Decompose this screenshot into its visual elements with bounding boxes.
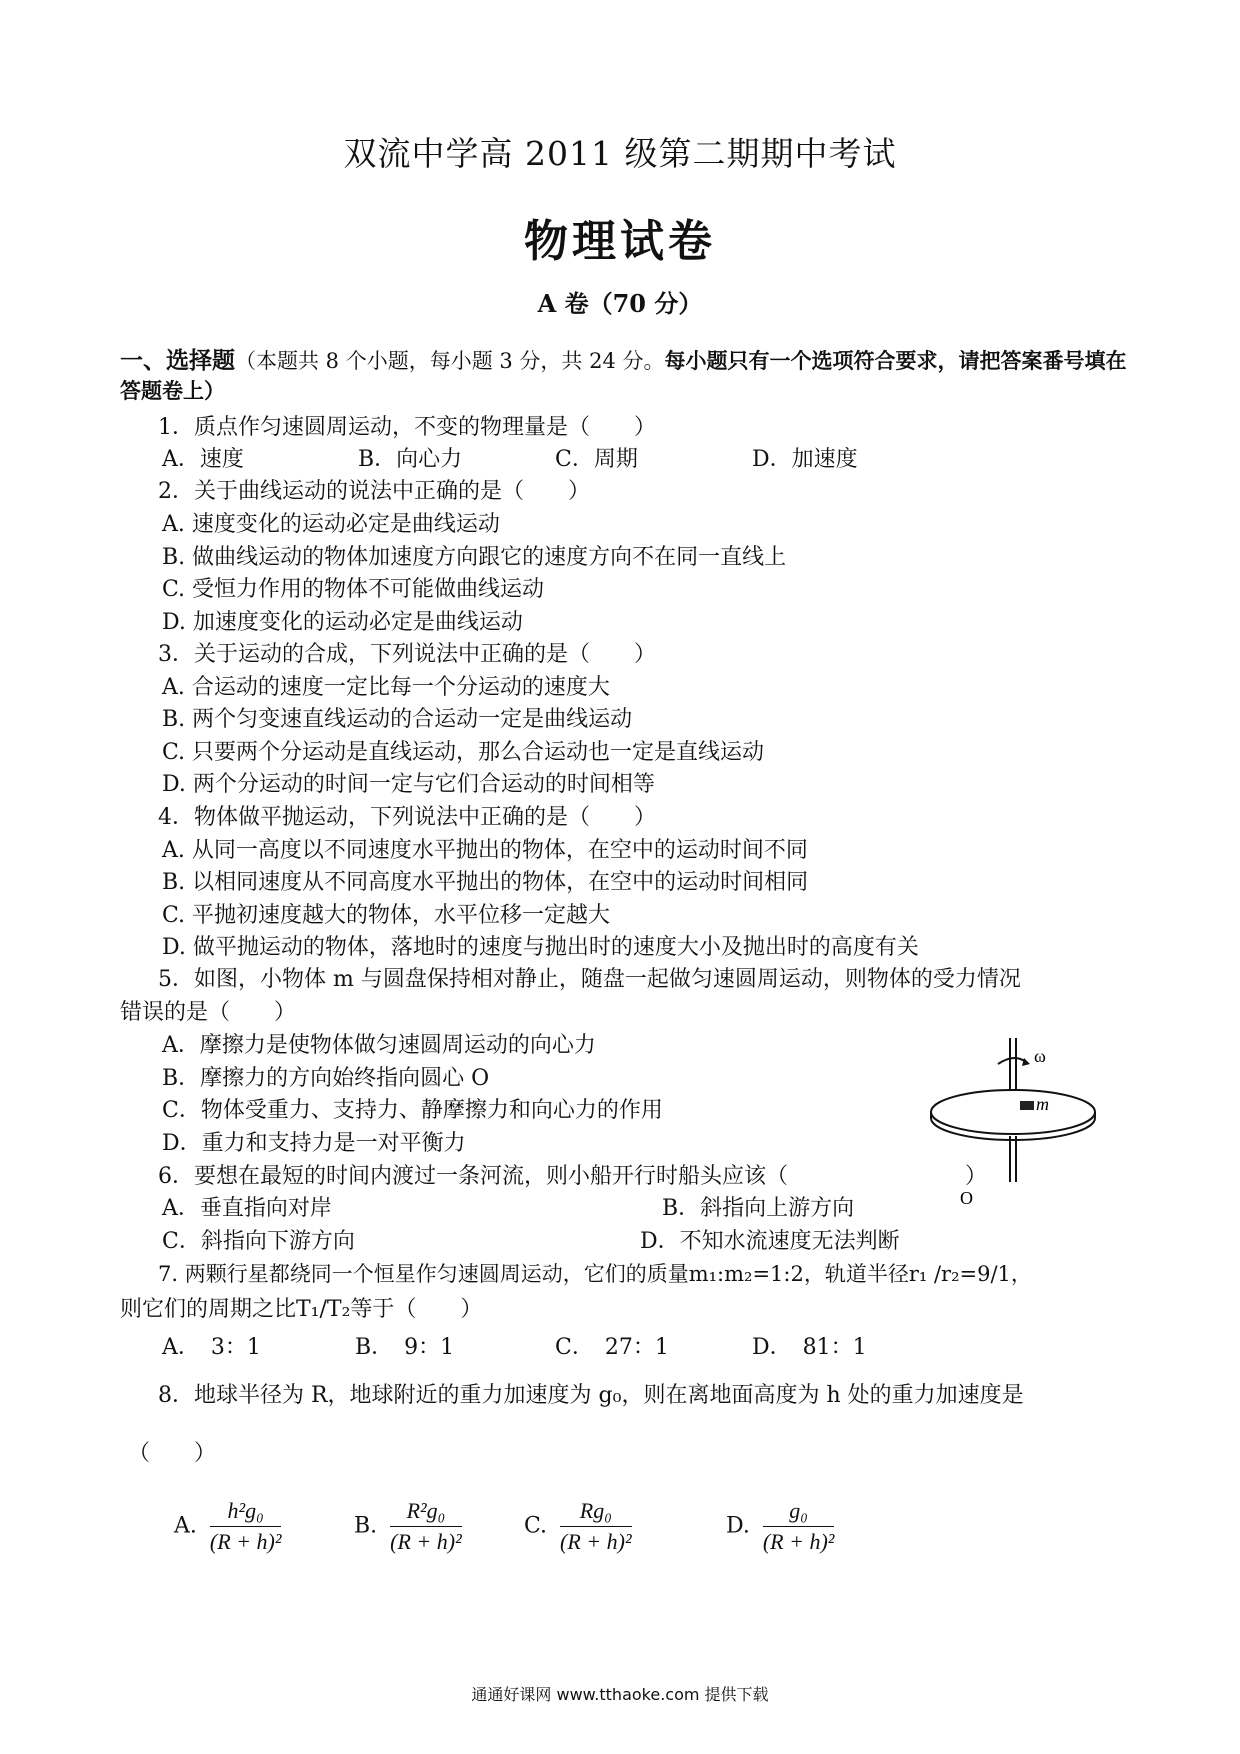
q8-option-a: A. $\frac{\text{h²g₀}}{\text{(R + h)²}}$ xyxy=(174,1498,282,1554)
question-2: 2．关于曲线运动的说法中正确的是（ ） xyxy=(158,479,590,504)
q6-option-d: D．不知水流速度无法判断 xyxy=(640,1229,900,1254)
footer-source: 通通好课网 www.tthaoke.com 提供下载 xyxy=(471,1685,769,1704)
disc xyxy=(931,1090,1095,1134)
q2-option-a: A. 速度变化的运动必定是曲线运动 xyxy=(162,512,500,537)
q4-option-d: D. 做平抛运动的物体，落地时的速度与抛出时的速度大小及抛出时的高度有关 xyxy=(162,935,919,960)
q3-option-b: B. 两个匀变速直线运动的合运动一定是曲线运动 xyxy=(162,707,633,732)
question-4: 4．物体做平抛运动，下列说法中正确的是（ ） xyxy=(158,805,656,830)
q6-option-a: A．垂直指向对岸 xyxy=(162,1196,332,1221)
q5-option-d: D．重力和支持力是一对平衡力 xyxy=(162,1131,466,1156)
section-note-bold: 每小题只有一个选项符合要求，请把答案番号填在答题卷上） xyxy=(120,348,1127,403)
q8-option-d-fraction: $\frac{\text{g₀}}{\text{(R + h)²}}$ xyxy=(762,1498,835,1554)
q8-option-d: D. $\frac{\text{g₀}}{\text{(R + h)²}}$ xyxy=(726,1498,835,1554)
question-6-close: ） xyxy=(965,1164,988,1189)
q1-option-d: D．加速度 xyxy=(752,447,858,472)
q6-option-b: B．斜指向上游方向 xyxy=(662,1196,855,1221)
question-3: 3．关于运动的合成，下列说法中正确的是（ ） xyxy=(158,642,656,667)
question-6: 6．要想在最短的时间内渡过一条河流，则小船开行时船头应该（ xyxy=(158,1164,788,1189)
q3-option-d: D. 两个分运动的时间一定与它们合运动的时间相等 xyxy=(162,772,655,797)
q4-option-a: A. 从同一高度以不同速度水平抛出的物体，在空中的运动时间不同 xyxy=(162,838,808,863)
q5-option-b: B．摩擦力的方向始终指向圆心 O xyxy=(162,1066,490,1091)
question-8: 8．地球半径为 R，地球附近的重力加速度为 g₀，则在离地面高度为 h 处的重力加速度是 xyxy=(158,1383,1024,1408)
volume-label: A 卷（70 分） xyxy=(537,289,703,318)
question-5-cont: 错误的是（ ） xyxy=(120,1000,297,1025)
q4-option-b: B. 以相同速度从不同高度水平抛出的物体，在空中的运动时间相同 xyxy=(162,870,809,895)
question-1: 1．质点作匀速圆周运动，不变的物理量是（ ） xyxy=(158,415,656,440)
q3-option-c: C. 只要两个分运动是直线运动，那么合运动也一定是直线运动 xyxy=(162,740,765,765)
school-title: 双流中学高 2011 级第二期期中考试 xyxy=(343,134,897,173)
q4-option-c: C. 平抛初速度越大的物体，水平位移一定越大 xyxy=(162,903,611,928)
q2-option-c: C. 受恒力作用的物体不可能做曲线运动 xyxy=(162,577,545,602)
mass-label: m xyxy=(1036,1094,1049,1114)
q5-option-a: A．摩擦力是使物体做匀速圆周运动的向心力 xyxy=(162,1033,596,1058)
question-5: 5．如图，小物体 m 与圆盘保持相对静止，随盘一起做匀速圆周运动，则物体的受力情况 xyxy=(158,967,1021,992)
q7-option-a: A． 3：1 xyxy=(162,1335,261,1360)
section-instructions xyxy=(120,346,1130,406)
center-label: O xyxy=(960,1188,973,1208)
q8-option-c-fraction: $\frac{\text{Rg₀}}{\text{(R + h)²}}$ xyxy=(560,1498,632,1554)
q7-option-d: D． 81：1 xyxy=(752,1335,867,1360)
question-7-cont: 则它们的周期之比T₁/T₂等于（ ） xyxy=(120,1297,483,1322)
q8-option-b: B. $\frac{\text{R²g₀}}{\text{(R + h)²}}$ xyxy=(354,1498,462,1554)
section-note: （本题共 8 个小题，每小题 3 分，共 24 分。 xyxy=(235,349,665,373)
section-heading: 一、选择题 xyxy=(120,347,235,374)
q3-option-a: A. 合运动的速度一定比每一个分运动的速度大 xyxy=(162,675,610,700)
q7-option-b: B． 9：1 xyxy=(355,1335,455,1360)
q1-option-a: A．速度 xyxy=(162,447,244,472)
small-block xyxy=(1020,1101,1034,1110)
q6-option-c: C．斜指向下游方向 xyxy=(162,1229,355,1254)
q7-option-c: C． 27：1 xyxy=(555,1335,669,1360)
q8-option-a-fraction: $\frac{\text{h²g₀}}{\text{(R + h)²}}$ xyxy=(209,1498,282,1554)
paper-title: 物理试卷 xyxy=(524,216,716,267)
q8-option-c: C. $\frac{\text{Rg₀}}{\text{(R + h)²}}$ xyxy=(524,1498,632,1554)
q2-option-d: D. 加速度变化的运动必定是曲线运动 xyxy=(162,610,523,635)
question-7: 7. 两颗行星都绕同一个恒星作匀速圆周运动，它们的质量m₁:m₂=1:2，轨道半径r₁ /r₂=9/1， xyxy=(158,1262,1032,1286)
omega-label: ω xyxy=(1034,1046,1046,1066)
q2-option-b: B. 做曲线运动的物体加速度方向跟它的速度方向不在同一直线上 xyxy=(162,545,787,570)
rotating-disc-figure xyxy=(920,1036,1100,1216)
q1-option-b: B．向心力 xyxy=(358,447,463,472)
question-8-paren: （ ） xyxy=(128,1441,217,1466)
q5-option-c: C．物体受重力、支持力、静摩擦力和向心力的作用 xyxy=(162,1098,663,1123)
q8-option-b-fraction: $\frac{\text{R²g₀}}{\text{(R + h)²}}$ xyxy=(390,1498,462,1554)
q1-option-c: C．周期 xyxy=(555,447,638,472)
